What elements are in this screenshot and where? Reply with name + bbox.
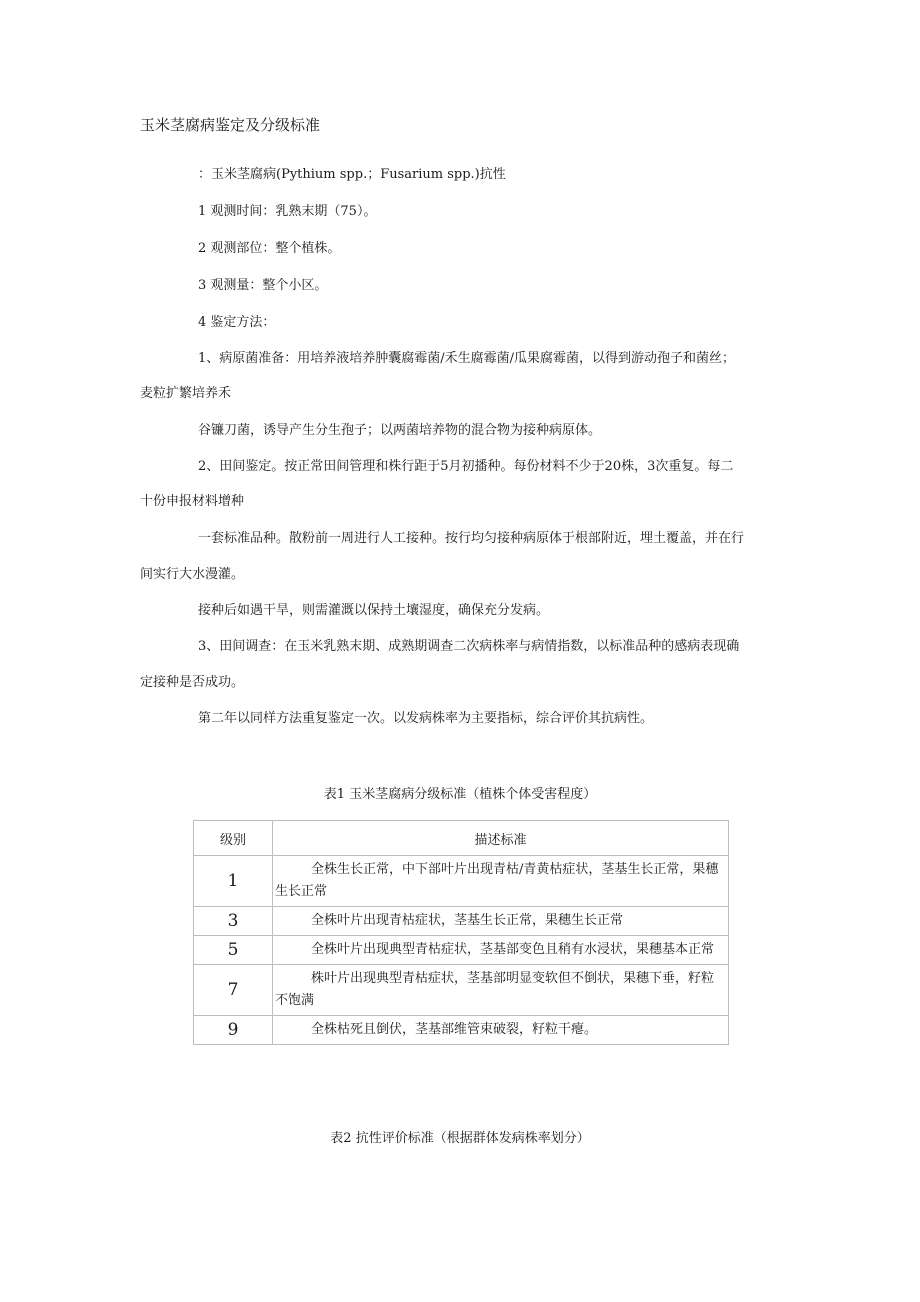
paragraph-field-survey: 3、田间调查：在玉米乳熟末期、成熟期调查二次病株率与病情指数，以标准品种的感病表现确 <box>198 639 740 654</box>
paragraph-observation-time: 1 观测时间：乳熟末期（75）。 <box>198 204 377 219</box>
level-value: 5 <box>227 940 239 960</box>
table-row <box>194 936 729 965</box>
level-cell <box>194 936 273 965</box>
table-row <box>194 907 729 936</box>
level-cell <box>194 965 273 1016</box>
level-cell <box>194 1016 273 1045</box>
table-row <box>194 856 729 907</box>
paragraph-field-survey-cont: 定接种是否成功。 <box>140 675 245 690</box>
description-cell <box>273 907 729 936</box>
grade-table <box>193 820 729 1045</box>
level-value: 9 <box>227 1020 239 1040</box>
paragraph-method-heading: 4 鉴定方法： <box>198 315 276 330</box>
level-value: 7 <box>227 980 239 1000</box>
description-text: 全株叶片出现青枯症状，茎基生长正常，果穗生长正常 <box>311 913 624 928</box>
level-cell <box>194 856 273 907</box>
level-cell <box>194 907 273 936</box>
paragraph-pathogen-prep: 1、病原菌准备：用培养液培养肿囊腐霉菌/禾生腐霉菌/瓜果腐霉菌，以得到游动孢子和菌丝； <box>198 351 736 366</box>
paragraph-trait: ：玉米茎腐病(Pythium spp.；Fusarium spp.)抗性 <box>198 167 506 182</box>
description-cell <box>273 1016 729 1045</box>
description-cell <box>273 856 729 907</box>
description-cell <box>273 936 729 965</box>
description-text: 全株枯死且倒伏，茎基部维管束破裂，籽粒干瘪。 <box>311 1022 598 1037</box>
table-row <box>194 965 729 1016</box>
paragraph-field-identification-cont: 十份申报材料增种 <box>140 494 245 509</box>
paragraph-pathogen-prep-cont: 麦粒扩繁培养禾 <box>140 386 232 401</box>
description-cell <box>273 965 729 1016</box>
paragraph-second-year: 第二年以同样方法重复鉴定一次。以发病株率为主要指标，综合评价其抗病性。 <box>198 711 654 726</box>
level-value: 3 <box>227 911 239 931</box>
paragraph-observation-amount: 3 观测量：整个小区。 <box>198 278 328 293</box>
paragraph-field-identification: 2、田间鉴定。按正常田间管理和株行距于5月初播种。每份材料不少于20株，3次重复。每二 <box>198 459 734 474</box>
table-header-row <box>194 821 729 856</box>
header-level: 级别 <box>194 821 273 856</box>
description-text: 全株生长正常，中下部叶片出现青枯/青黄枯症状，茎基生长正常，果穗生长正常 <box>275 862 719 899</box>
table1-caption: 表1 玉米茎腐病分级标准（植株个体受害程度） <box>323 787 597 802</box>
paragraph-inoculation: 一套标准品种。散粉前一周进行人工接种。按行均匀接种病原体于根部附近，埋土覆盖，并在行 <box>198 531 745 546</box>
level-value: 1 <box>227 871 239 891</box>
document-title: 玉米茎腐病鉴定及分级标准 <box>140 116 321 134</box>
paragraph-pathogen-prep-cont2: 谷镰刀菌，诱导产生分生孢子；以两菌培养物的混合物为接种病原体。 <box>198 423 602 438</box>
paragraph-drought: 接种后如遇干旱，则需灌溉以保持土壤湿度，确保充分发病。 <box>198 603 550 618</box>
table2-caption: 表2 抗性评价标准（根据群体发病株率划分） <box>330 1131 590 1146</box>
paragraph-inoculation-cont: 间实行大水漫灌。 <box>140 567 245 582</box>
paragraph-observation-part: 2 观测部位：整个植株。 <box>198 241 341 256</box>
header-description: 描述标准 <box>273 821 729 856</box>
table-row <box>194 1016 729 1045</box>
description-text: 全株叶片出现典型青枯症状，茎基部变色且稍有水浸状，果穗基本正常 <box>311 942 715 957</box>
description-text: 株叶片出现典型青枯症状，茎基部明显变软但不倒状，果穗下垂，籽粒不饱满 <box>275 971 715 1008</box>
